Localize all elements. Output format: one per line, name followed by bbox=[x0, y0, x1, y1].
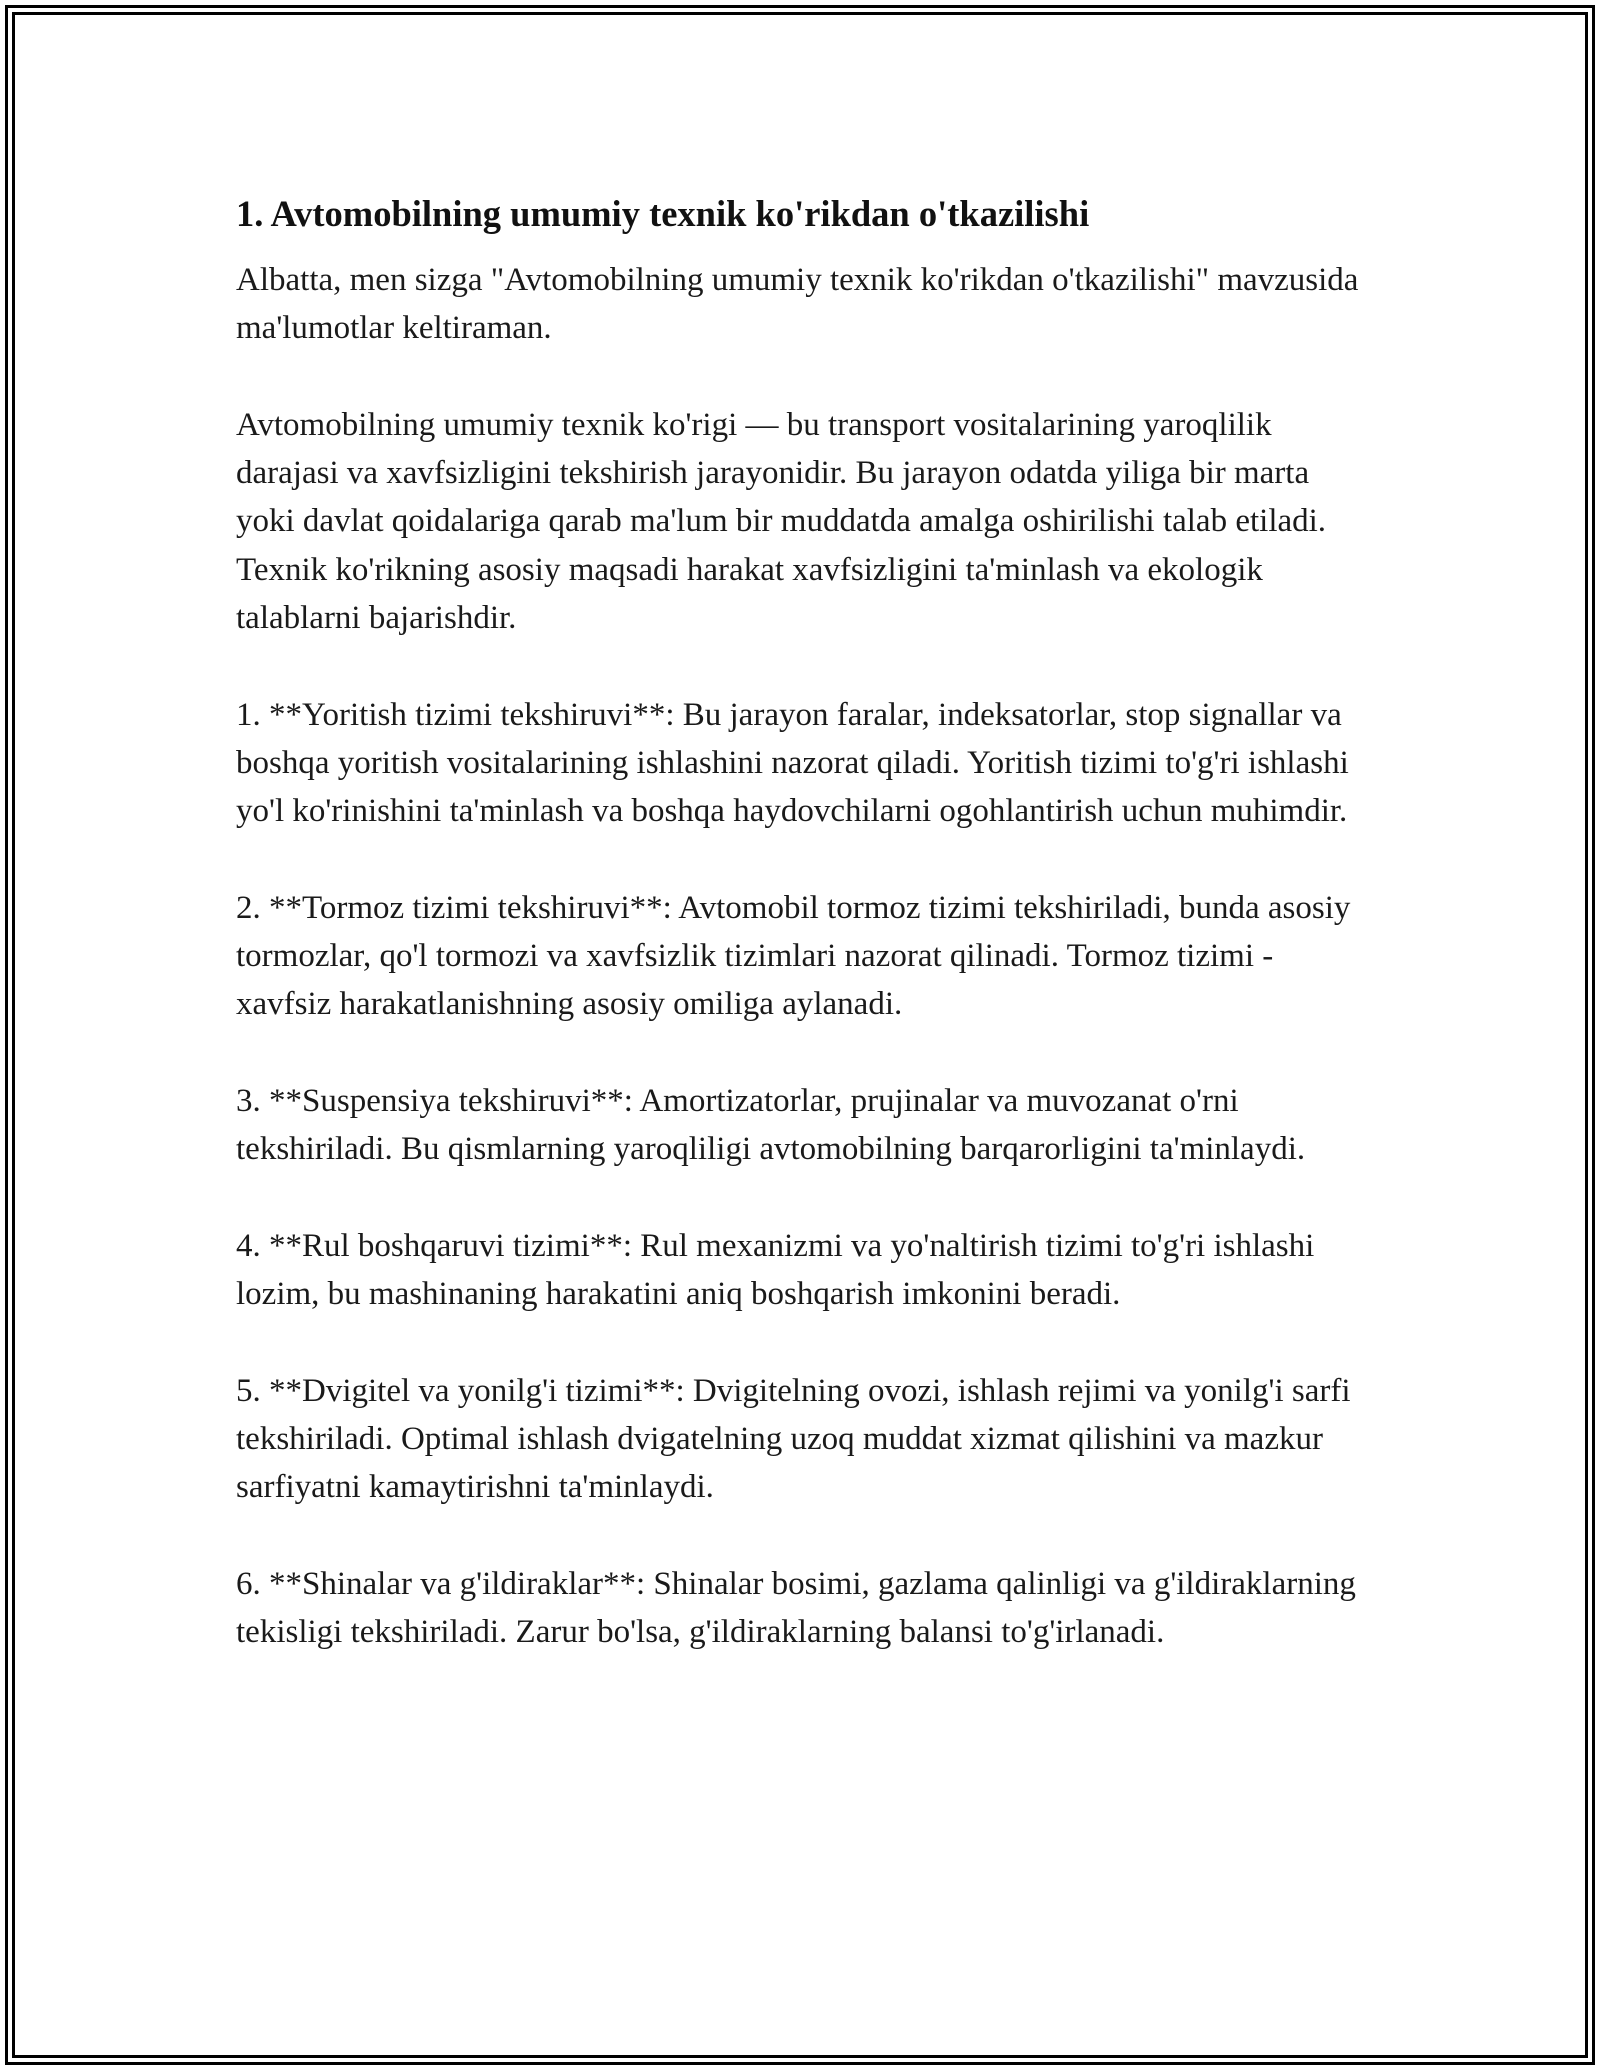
paragraph-overview: Avtomobilning umumiy texnik ko'rigi — bu transport vositalarining yaroqlilik darajasi va xavfsizligini tekshirish jarayonidir. Bu jarayon odatda yiliga bir marta yoki davlat qoidalariga qarab ma'lum bir muddatda amalga oshirilishi talab etiladi. Texnik ko'rikning asosiy maqsadi harakat xavfsizligini ta'minlash va ekologik talablarni bajarishdir. bbox=[236, 406, 1327, 637]
paragraph-suspension-check: 3. **Suspensiya tekshiruvi**: Amortizatorlar, prujinalar va muvozanat o'rni tekshiriladi. Bu qismlarning yaroqliligi avtomobilning barqarorligini ta'minlaydi. bbox=[236, 1083, 1306, 1168]
paragraph-lighting-check: 1. **Yoritish tizimi tekshiruvi**: Bu jarayon faralar, indeksatorlar, stop signallar va boshqa yoritish vositalarining ishlashini nazorat qiladi. Yoritish tizimi to'g'ri ishlashi yo'l ko'rinishini ta'minlash va boshqa haydovchilarni ogohlantirish uchun muhimdir. bbox=[236, 696, 1349, 830]
paragraph-tires-wheels-check: 6. **Shinalar va g'ildiraklar**: Shinalar bosimi, gazlama qalinligi va g'ildiraklarning tekisligi tekshiriladi. Zarur bo'lsa, g'ildiraklarning balansi to'g'irlanadi. bbox=[236, 1566, 1356, 1651]
paragraph-engine-fuel-check: 5. **Dvigitel va yonilg'i tizimi**: Dvigitelning ovozi, ishlash rejimi va yonilg'i sarfi tekshiriladi. Optimal ishlash dvigatelning uzoq muddat xizmat qilishini va mazkur sarfiyatni kamaytirishni ta'minlaydi. bbox=[236, 1372, 1351, 1506]
document-title: 1. Avtomobilning umumiy texnik ko'rikdan o'tkazilishi bbox=[236, 193, 1090, 234]
document-body bbox=[236, 188, 1366, 1657]
paragraph-intro: Albatta, men sizga "Avtomobilning umumiy texnik ko'rikdan o'tkazilishi" mavzusida ma'lumotlar keltiraman. bbox=[236, 262, 1359, 347]
paragraph-brake-check: 2. **Tormoz tizimi tekshiruvi**: Avtomobil tormoz tizimi tekshiriladi, bunda asosiy tormozlar, qo'l tormozi va xavfsizlik tizimlari nazorat qilinadi. Tormoz tizimi - xavfsiz harakatlanishning asosiy omiliga aylanadi. bbox=[236, 889, 1351, 1023]
paragraph-steering-check: 4. **Rul boshqaruvi tizimi**: Rul mexanizmi va yo'naltirish tizimi to'g'ri ishlashi lozim, bu mashinaning harakatini aniq boshqarish imkonini beradi. bbox=[236, 1227, 1315, 1313]
